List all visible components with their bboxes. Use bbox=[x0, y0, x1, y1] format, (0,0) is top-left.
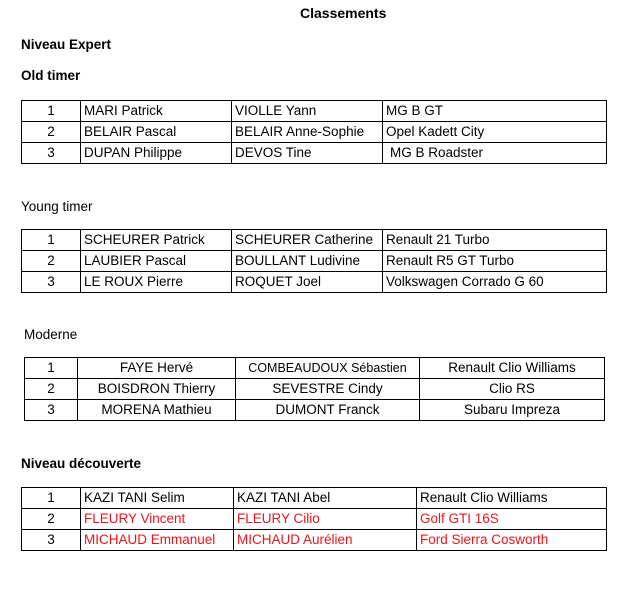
table-row bbox=[22, 143, 607, 164]
copilot-cell: BOULLANT Ludivine bbox=[232, 251, 383, 272]
car-cell: Renault Clio Williams bbox=[417, 488, 607, 509]
car-cell: Renault 21 Turbo bbox=[383, 230, 607, 251]
rank-cell: 3 bbox=[22, 272, 81, 293]
table-row bbox=[22, 509, 607, 530]
table-row bbox=[25, 358, 605, 379]
copilot-cell: VIOLLE Yann bbox=[232, 101, 383, 122]
category-heading-old-timer: Old timer bbox=[21, 68, 81, 83]
car-cell: Opel Kadett City bbox=[383, 122, 607, 143]
rank-cell: 1 bbox=[22, 488, 81, 509]
copilot-cell: COMBEAUDOUX Sébastien bbox=[236, 358, 420, 379]
copilot-cell: DUMONT Franck bbox=[236, 400, 420, 421]
rank-cell: 2 bbox=[22, 509, 81, 530]
pilot-cell: KAZI TANI Selim bbox=[81, 488, 234, 509]
pilot-cell: FAYE Hervé bbox=[78, 358, 236, 379]
car-cell: Ford Sierra Cosworth bbox=[417, 530, 607, 551]
category-heading-young-timer: Young timer bbox=[21, 199, 93, 214]
rank-cell: 2 bbox=[25, 379, 78, 400]
rank-cell: 1 bbox=[22, 230, 81, 251]
section-heading-decouverte: Niveau découverte bbox=[21, 456, 142, 471]
car-cell: MG B GT bbox=[383, 101, 607, 122]
pilot-cell: MARI Patrick bbox=[81, 101, 232, 122]
pilot-cell: LE ROUX Pierre bbox=[81, 272, 232, 293]
rank-cell: 3 bbox=[25, 400, 78, 421]
rank-cell: 1 bbox=[25, 358, 78, 379]
pilot-cell: FLEURY Vincent bbox=[81, 509, 234, 530]
copilot-cell: SEVESTRE Cindy bbox=[236, 379, 420, 400]
section-heading-expert: Niveau Expert bbox=[21, 37, 112, 52]
pilot-cell: LAUBIER Pascal bbox=[81, 251, 232, 272]
car-cell: Renault R5 GT Turbo bbox=[383, 251, 607, 272]
page-title: Classements bbox=[300, 5, 387, 21]
table-row bbox=[25, 400, 605, 421]
car-cell: Golf GTI 16S bbox=[417, 509, 607, 530]
pilot-cell: SCHEURER Patrick bbox=[81, 230, 232, 251]
copilot-cell: ROQUET Joel bbox=[232, 272, 383, 293]
young-timer-table bbox=[21, 229, 607, 293]
rank-cell: 3 bbox=[22, 530, 81, 551]
copilot-cell: SCHEURER Catherine bbox=[232, 230, 383, 251]
pilot-cell: BOISDRON Thierry bbox=[78, 379, 236, 400]
table-row bbox=[22, 530, 607, 551]
copilot-cell: DEVOS Tine bbox=[232, 143, 383, 164]
car-cell: Volkswagen Corrado G 60 bbox=[383, 272, 607, 293]
table-row bbox=[22, 122, 607, 143]
car-cell: Clio RS bbox=[420, 379, 605, 400]
moderne-table bbox=[24, 357, 605, 421]
copilot-cell: MICHAUD Aurélien bbox=[234, 530, 417, 551]
decouverte-table bbox=[21, 487, 607, 551]
rank-cell: 3 bbox=[22, 143, 81, 164]
copilot-cell: BELAIR Anne-Sophie bbox=[232, 122, 383, 143]
old-timer-table bbox=[21, 100, 607, 164]
rank-cell: 2 bbox=[22, 251, 81, 272]
pilot-cell: MICHAUD Emmanuel bbox=[81, 530, 234, 551]
pilot-cell: DUPAN Philippe bbox=[81, 143, 232, 164]
table-row bbox=[22, 251, 607, 272]
car-cell: MG B Roadster bbox=[383, 143, 607, 164]
copilot-cell: KAZI TANI Abel bbox=[234, 488, 417, 509]
table-row bbox=[25, 379, 605, 400]
rank-cell: 2 bbox=[22, 122, 81, 143]
copilot-cell: FLEURY Cilio bbox=[234, 509, 417, 530]
category-heading-moderne: Moderne bbox=[24, 327, 78, 342]
table-row bbox=[22, 101, 607, 122]
rank-cell: 1 bbox=[22, 101, 81, 122]
pilot-cell: MORENA Mathieu bbox=[78, 400, 236, 421]
car-cell: Renault Clio Williams bbox=[420, 358, 605, 379]
table-row bbox=[22, 230, 607, 251]
table-row bbox=[22, 272, 607, 293]
pilot-cell: BELAIR Pascal bbox=[81, 122, 232, 143]
car-cell: Subaru Impreza bbox=[420, 400, 605, 421]
table-row bbox=[22, 488, 607, 509]
